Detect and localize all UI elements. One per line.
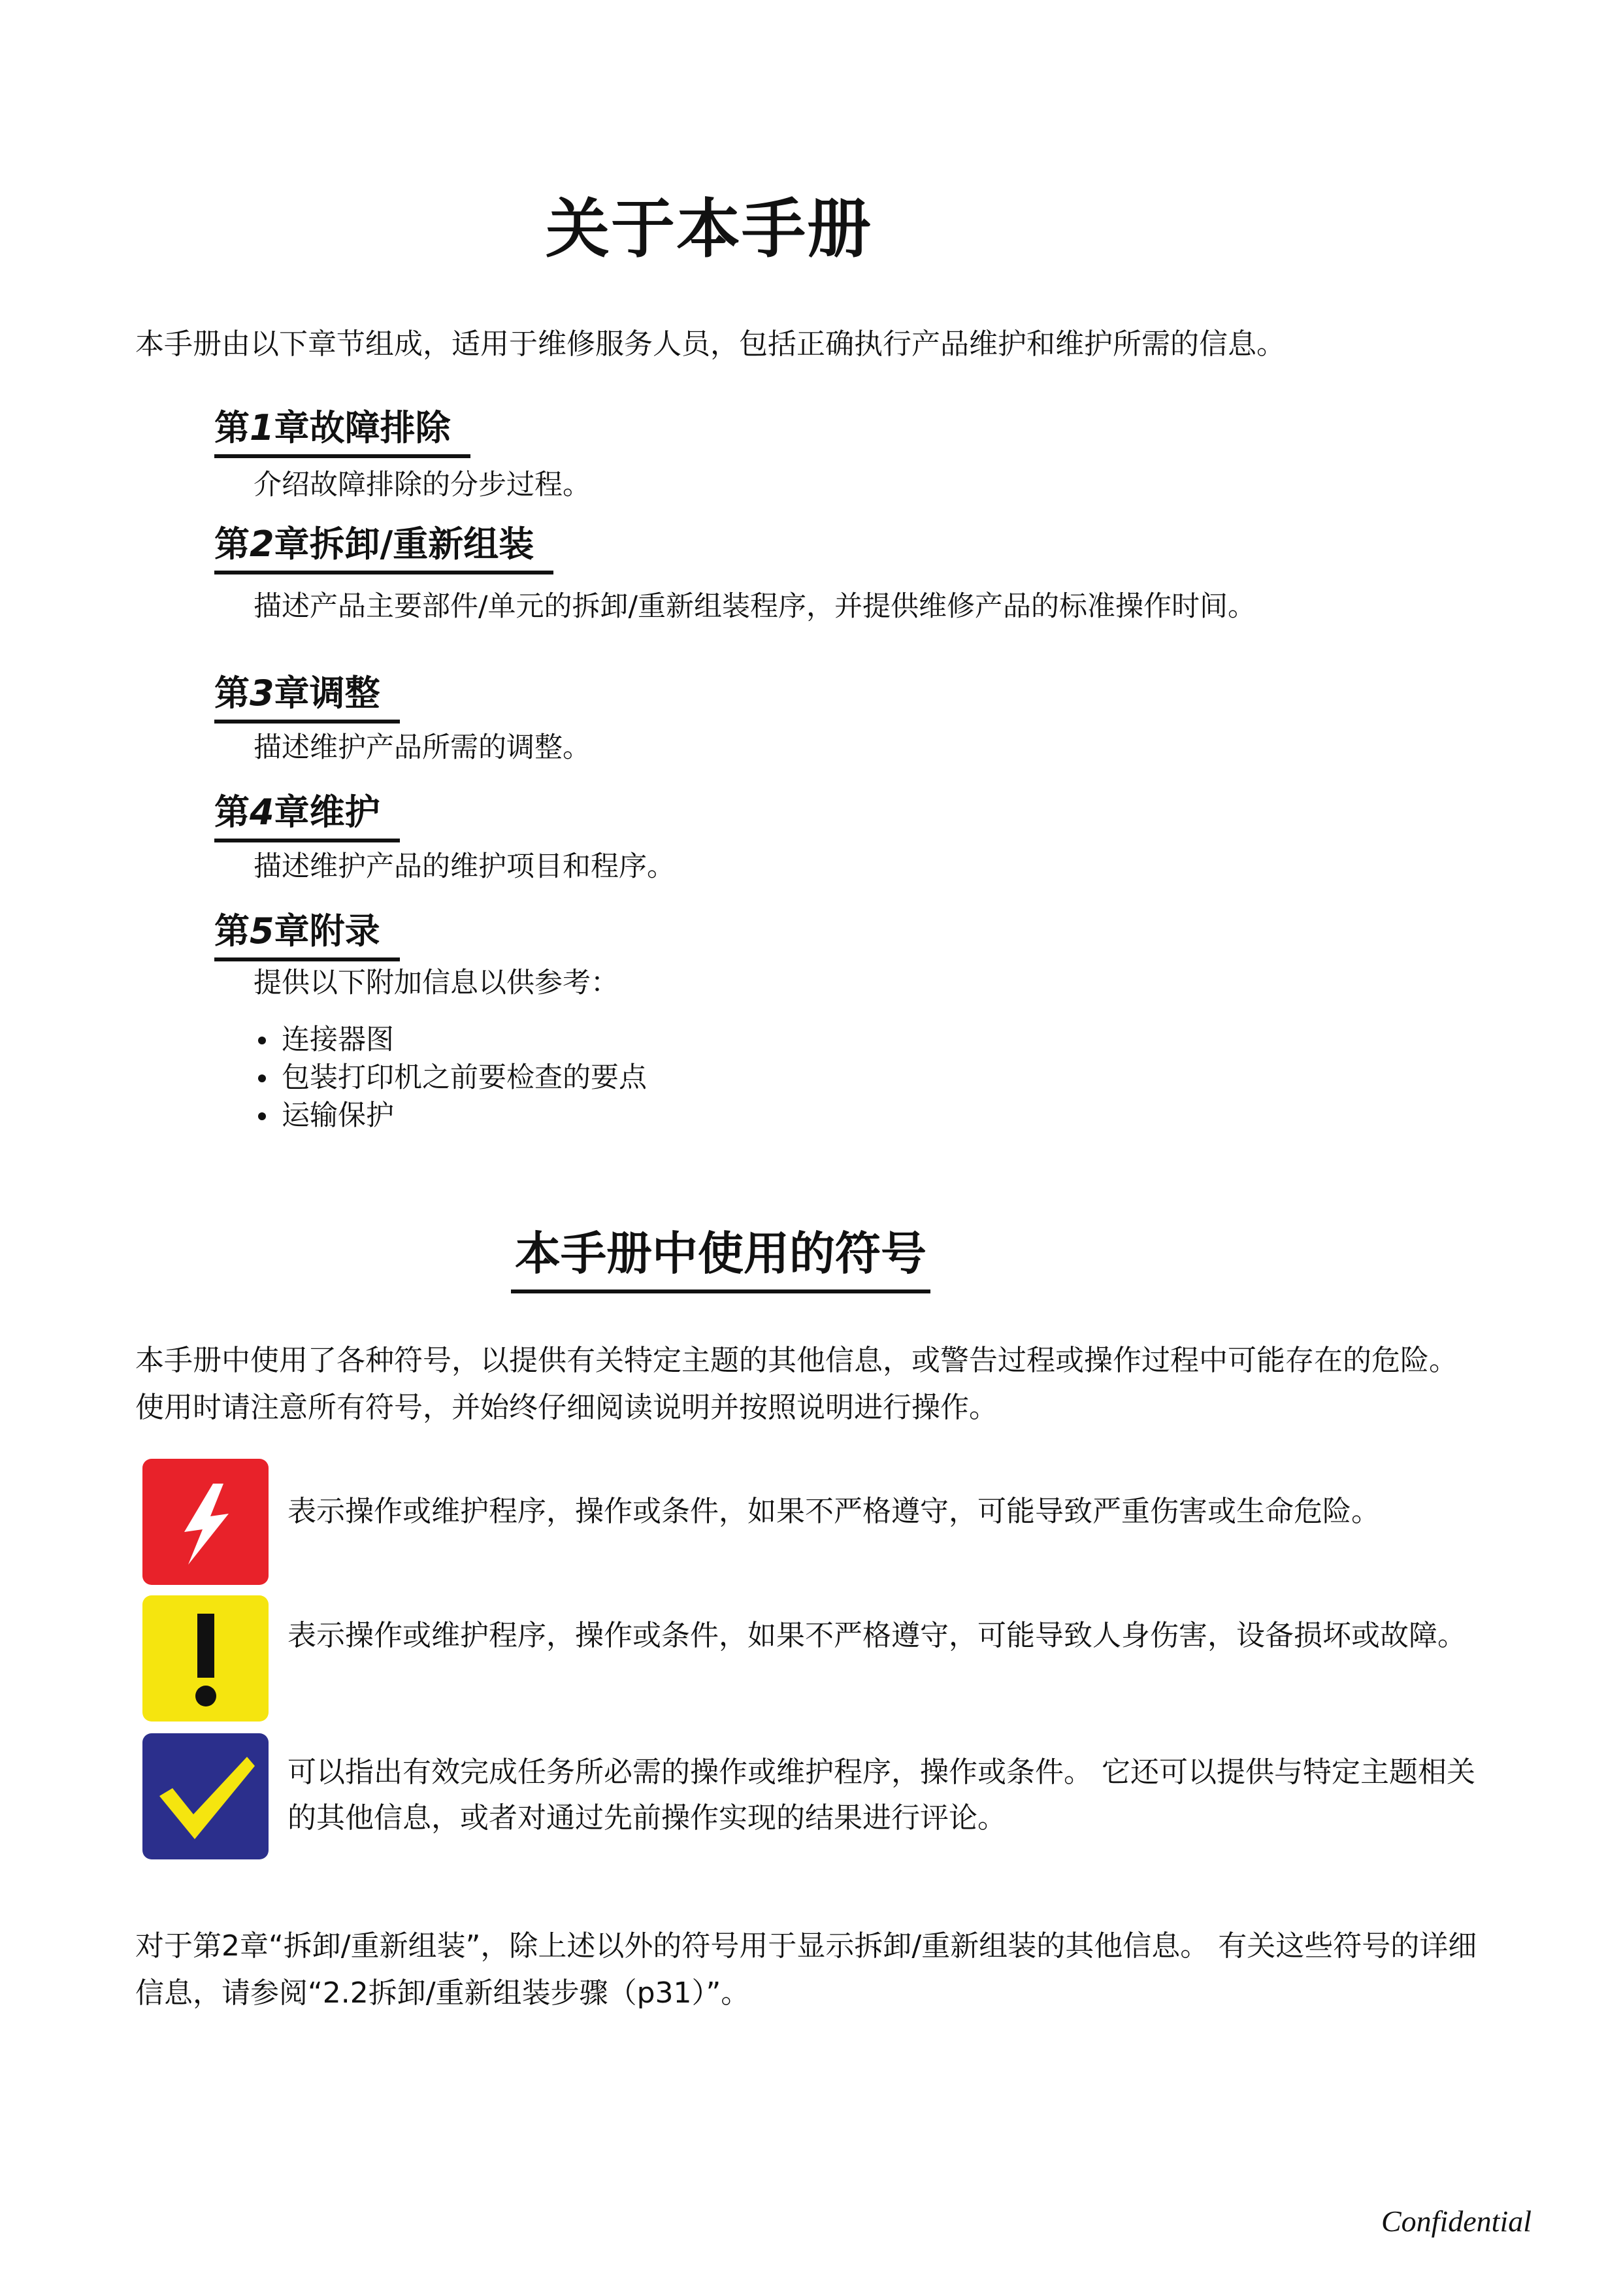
chapter-3-number: 3: [250, 673, 274, 714]
chapter-1-heading: [214, 400, 470, 458]
list-item: 运输保护: [258, 1097, 647, 1135]
chapter-5-heading: [214, 903, 400, 961]
chapter-4-number: 4: [250, 791, 274, 833]
symbols-intro-text: 本手册中使用了各种符号，以提供有关特定主题的其他信息，或警告过程或操作过程中可能存在的危险。 使用时请注意所有符号，并始终仔细阅读说明并按照说明进行操作。: [135, 1344, 1458, 1424]
exclamation-dot: [195, 1686, 216, 1706]
chapter-3-prefix: 第: [214, 673, 250, 714]
list-item: 包装打印机之前要检查的要点: [258, 1059, 647, 1097]
list-item: 连接器图: [258, 1021, 647, 1059]
chapter-5-prefix: 第: [214, 910, 250, 952]
exclamation-bar: [197, 1614, 214, 1678]
chapter-3-description: 描述维护产品所需的调整。: [254, 731, 591, 764]
chapter-2-description: 描述产品主要部件/单元的拆卸/重新组装程序，并提供维修产品的标准操作时间。: [254, 590, 1256, 623]
symbol-danger-text: 表示操作或维护程序，操作或条件，如果不严格遵守，可能导致严重伤害或生命危险。: [287, 1495, 1380, 1528]
confidential-label: Confidential: [1381, 2204, 1532, 2238]
chapter-2-number: 2: [250, 524, 274, 565]
footer-note-text: 对于第2章“拆卸/重新组装”，除上述以外的符号用于显示拆卸/重新组装的其他信息。 有关这些符号的详细信息，请参阅“2.2拆卸/重新组装步骤（p31）”。: [135, 1929, 1477, 2010]
chapter-1-description: 介绍故障排除的分步过程。: [254, 469, 591, 501]
chapter-4-name: 章维护: [274, 791, 380, 833]
chapter-3-heading: [214, 665, 400, 724]
chapter-5-description: 提供以下附加信息以供参考：: [254, 967, 619, 999]
checkmark-icon: [142, 1733, 269, 1859]
intro-text: 本手册由以下章节组成，适用于维修服务人员，包括正确执行产品维护和维护所需的信息。: [135, 327, 1285, 361]
chapter-4-heading: [214, 784, 400, 842]
chapter-4-prefix: 第: [214, 791, 250, 833]
symbols-section-title: 本手册中使用的符号: [511, 1217, 930, 1293]
page-title: 关于本手册: [545, 192, 872, 267]
chapter-1-name: 章故障排除: [274, 407, 451, 448]
chapter-5-name: 章附录: [274, 910, 380, 952]
chapter-3-name: 章调整: [274, 673, 380, 714]
chapter-5-number: 5: [250, 910, 274, 952]
chapter-2-heading: [214, 516, 553, 574]
chapter-2-name: 章拆卸/重新组装: [274, 524, 534, 565]
chapter-1-prefix: 第: [214, 407, 250, 448]
chapter-4-description: 描述维护产品的维护项目和程序。: [254, 850, 675, 883]
appendix-list: [258, 1021, 647, 1135]
lightning-icon: [142, 1459, 269, 1585]
chapter-1-number: 1: [250, 407, 274, 448]
exclamation-icon: [142, 1595, 269, 1722]
chapter-2-prefix: 第: [214, 524, 250, 565]
symbol-note-text: 可以指出有效完成任务所必需的操作或维护程序，操作或条件。 它还可以提供与特定主题相关的其他信息，或者对通过先前操作实现的结果进行评论。: [287, 1755, 1475, 1835]
symbol-warning-text: 表示操作或维护程序，操作或条件，如果不严格遵守，可能导致人身伤害，设备损坏或故障。: [287, 1619, 1466, 1652]
